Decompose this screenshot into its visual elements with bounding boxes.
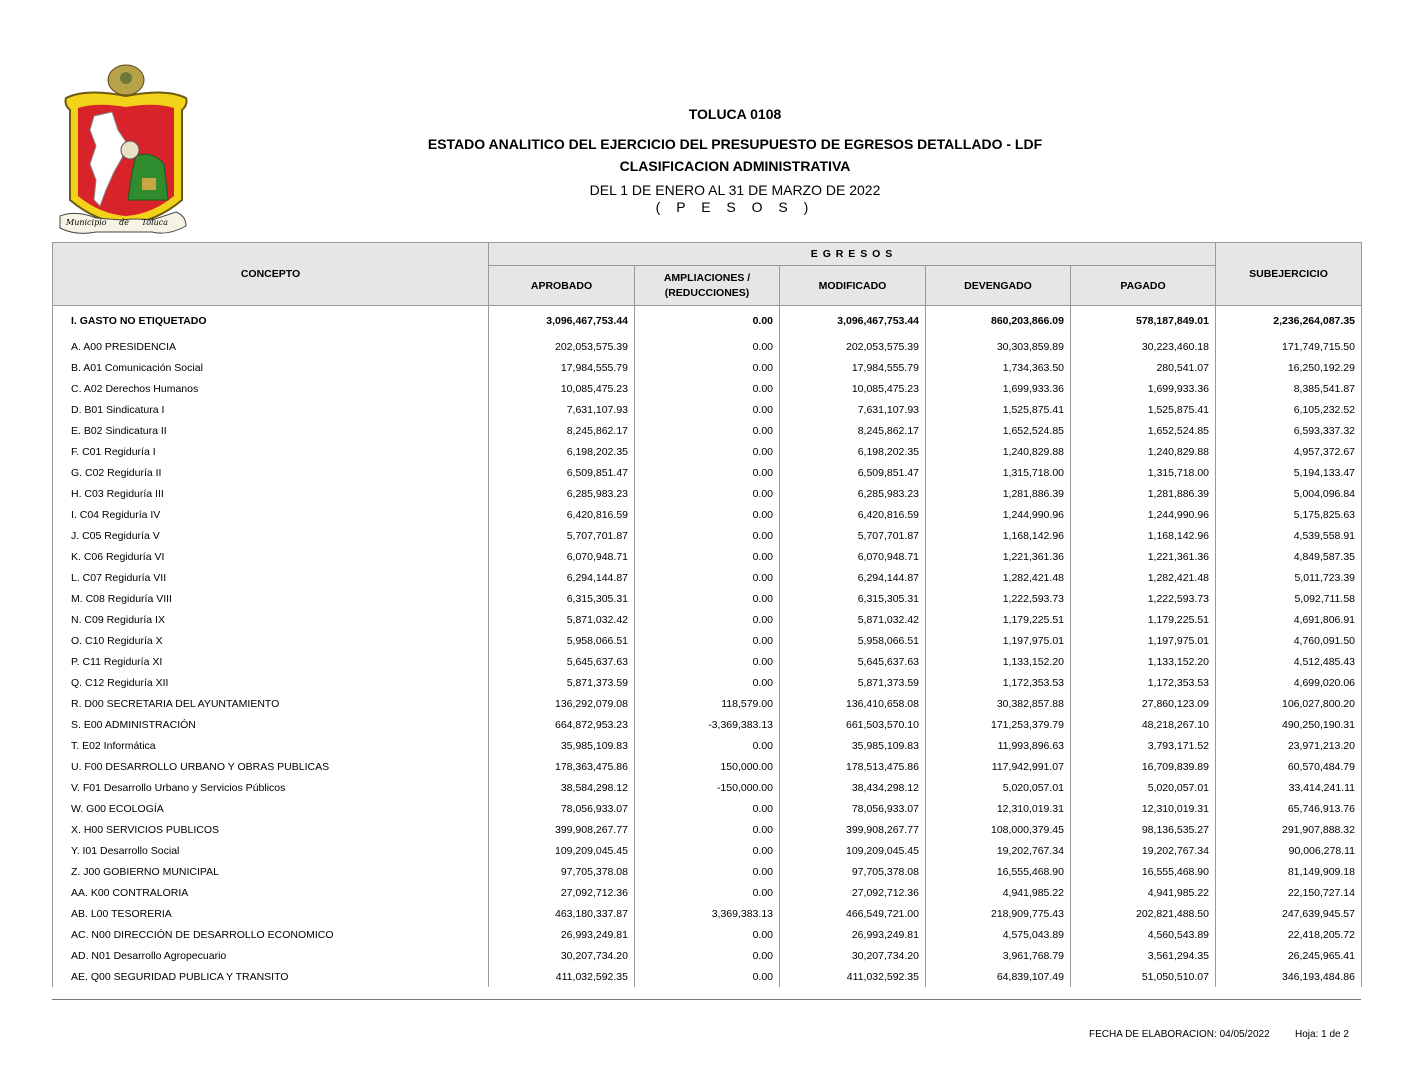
cell-aprobado: 6,070,948.71	[489, 546, 635, 567]
cell-modificado: 35,985,109.83	[780, 735, 926, 756]
cell-aprobado: 8,245,862.17	[489, 420, 635, 441]
cell-ampliaciones: 0.00	[635, 357, 780, 378]
cell-concepto: Z. J00 GOBIERNO MUNICIPAL	[53, 861, 489, 882]
table-row	[53, 924, 1362, 945]
cell-aprobado: 136,292,079.08	[489, 693, 635, 714]
toluca-logo	[56, 60, 190, 240]
cell-pagado: 12,310,019.31	[1071, 798, 1216, 819]
cell-pagado: 1,315,718.00	[1071, 462, 1216, 483]
cell-aprobado: 6,294,144.87	[489, 567, 635, 588]
cell-modificado: 5,707,701.87	[780, 525, 926, 546]
cell-concepto: B. A01 Comunicación Social	[53, 357, 489, 378]
col-header-ampliaciones-line1: AMPLIACIONES /	[663, 272, 751, 284]
table-row	[53, 483, 1362, 504]
cell-ampliaciones: 0.00	[635, 546, 780, 567]
cell-devengado: 1,172,353.53	[926, 672, 1071, 693]
table-row	[53, 336, 1362, 357]
cell-ampliaciones: -150,000.00	[635, 777, 780, 798]
cell-ampliaciones: 0.00	[635, 399, 780, 420]
cell-subejercicio: 60,570,484.79	[1216, 756, 1362, 777]
cell-modificado: 6,198,202.35	[780, 441, 926, 462]
cell-modificado: 6,285,983.23	[780, 483, 926, 504]
cell-aprobado: 6,509,851.47	[489, 462, 635, 483]
report-period: DEL 1 DE ENERO AL 31 DE MARZO DE 2022	[589, 182, 881, 198]
cell-modificado: 5,958,066.51	[780, 630, 926, 651]
table-row	[53, 840, 1362, 861]
table-row	[53, 693, 1362, 714]
cell-devengado: 3,961,768.79	[926, 945, 1071, 966]
col-header-ampliaciones	[635, 266, 780, 306]
cell-modificado: 17,984,555.79	[780, 357, 926, 378]
cell-concepto: AE. Q00 SEGURIDAD PUBLICA Y TRANSITO	[53, 966, 489, 987]
cell-devengado: 12,310,019.31	[926, 798, 1071, 819]
cell-concepto: J. C05 Regiduría V	[53, 525, 489, 546]
table-row	[53, 567, 1362, 588]
cell-concepto: L. C07 Regiduría VII	[53, 567, 489, 588]
cell-concepto: R. D00 SECRETARIA DEL AYUNTAMIENTO	[53, 693, 489, 714]
cell-ampliaciones: 0.00	[635, 924, 780, 945]
cell-concepto: P. C11 Regiduría XI	[53, 651, 489, 672]
cell-modificado: 411,032,592.35	[780, 966, 926, 987]
cell-concepto: X. H00 SERVICIOS PUBLICOS	[53, 819, 489, 840]
total-row	[53, 306, 1362, 337]
cell-aprobado: 97,705,378.08	[489, 861, 635, 882]
cell-aprobado: 26,993,249.81	[489, 924, 635, 945]
cell-subejercicio: 4,691,806.91	[1216, 609, 1362, 630]
total-subejercicio: 2,236,264,087.35	[1216, 306, 1362, 337]
table-row	[53, 525, 1362, 546]
cell-devengado: 19,202,767.34	[926, 840, 1071, 861]
cell-pagado: 1,168,142.96	[1071, 525, 1216, 546]
col-header-pagado: PAGADO	[1071, 266, 1216, 306]
cell-subejercicio: 4,512,485.43	[1216, 651, 1362, 672]
cell-modificado: 7,631,107.93	[780, 399, 926, 420]
cell-subejercicio: 33,414,241.11	[1216, 777, 1362, 798]
cell-modificado: 8,245,862.17	[780, 420, 926, 441]
col-header-modificado: MODIFICADO	[780, 266, 926, 306]
cell-aprobado: 178,363,475.86	[489, 756, 635, 777]
table-row	[53, 651, 1362, 672]
cell-devengado: 30,382,857.88	[926, 693, 1071, 714]
cell-aprobado: 6,315,305.31	[489, 588, 635, 609]
cell-modificado: 6,315,305.31	[780, 588, 926, 609]
cell-pagado: 1,652,524.85	[1071, 420, 1216, 441]
cell-ampliaciones: 0.00	[635, 483, 780, 504]
table-row	[53, 441, 1362, 462]
cell-concepto: AC. N00 DIRECCIÓN DE DESARROLLO ECONOMICO	[53, 924, 489, 945]
cell-pagado: 27,860,123.09	[1071, 693, 1216, 714]
table-row	[53, 420, 1362, 441]
cell-concepto: W. G00 ECOLOGÍA	[53, 798, 489, 819]
cell-concepto: U. F00 DESARROLLO URBANO Y OBRAS PUBLICAS	[53, 756, 489, 777]
cell-modificado: 109,209,045.45	[780, 840, 926, 861]
table-row	[53, 945, 1362, 966]
cell-concepto: V. F01 Desarrollo Urbano y Servicios Públicos	[53, 777, 489, 798]
cell-pagado: 1,221,361.36	[1071, 546, 1216, 567]
table-row	[53, 882, 1362, 903]
cell-subejercicio: 106,027,800.20	[1216, 693, 1362, 714]
cell-ampliaciones: 0.00	[635, 798, 780, 819]
cell-pagado: 5,020,057.01	[1071, 777, 1216, 798]
report-title: ESTADO ANALITICO DEL EJERCICIO DEL PRESUPUESTO DE EGRESOS DETALLADO - LDF	[427, 136, 1043, 152]
cell-concepto: F. C01 Regiduría I	[53, 441, 489, 462]
cell-ampliaciones: 0.00	[635, 840, 780, 861]
table-row	[53, 357, 1362, 378]
cell-pagado: 30,223,460.18	[1071, 336, 1216, 357]
cell-devengado: 11,993,896.63	[926, 735, 1071, 756]
cell-modificado: 5,871,032.42	[780, 609, 926, 630]
cell-devengado: 64,839,107.49	[926, 966, 1071, 987]
cell-ampliaciones: 0.00	[635, 945, 780, 966]
cell-subejercicio: 6,105,232.52	[1216, 399, 1362, 420]
cell-ampliaciones: 118,579.00	[635, 693, 780, 714]
cell-aprobado: 35,985,109.83	[489, 735, 635, 756]
cell-concepto: C. A02 Derechos Humanos	[53, 378, 489, 399]
cell-ampliaciones: 0.00	[635, 525, 780, 546]
cell-concepto: N. C09 Regiduría IX	[53, 609, 489, 630]
cell-devengado: 1,699,933.36	[926, 378, 1071, 399]
cell-pagado: 1,179,225.51	[1071, 609, 1216, 630]
report-currency: ( P E S O S )	[655, 199, 815, 215]
footer-fecha: FECHA DE ELABORACION: 04/05/2022	[1089, 1029, 1270, 1040]
cell-aprobado: 399,908,267.77	[489, 819, 635, 840]
cell-modificado: 6,294,144.87	[780, 567, 926, 588]
cell-pagado: 48,218,267.10	[1071, 714, 1216, 735]
table-bottom-rule	[52, 999, 1361, 1000]
cell-subejercicio: 22,418,205.72	[1216, 924, 1362, 945]
total-aprobado: 3,096,467,753.44	[489, 306, 635, 337]
cell-subejercicio: 6,593,337.32	[1216, 420, 1362, 441]
cell-ampliaciones: 0.00	[635, 630, 780, 651]
cell-modificado: 97,705,378.08	[780, 861, 926, 882]
cell-concepto: E. B02 Sindicatura II	[53, 420, 489, 441]
table-row	[53, 378, 1362, 399]
cell-concepto: D. B01 Sindicatura I	[53, 399, 489, 420]
cell-modificado: 10,085,475.23	[780, 378, 926, 399]
cell-ampliaciones: -3,369,383.13	[635, 714, 780, 735]
cell-ampliaciones: 0.00	[635, 504, 780, 525]
cell-subejercicio: 5,092,711.58	[1216, 588, 1362, 609]
cell-devengado: 1,652,524.85	[926, 420, 1071, 441]
cell-devengado: 218,909,775.43	[926, 903, 1071, 924]
cell-aprobado: 463,180,337.87	[489, 903, 635, 924]
cell-pagado: 51,050,510.07	[1071, 966, 1216, 987]
cell-ampliaciones: 3,369,383.13	[635, 903, 780, 924]
cell-subejercicio: 5,194,133.47	[1216, 462, 1362, 483]
cell-devengado: 1,222,593.73	[926, 588, 1071, 609]
table-row	[53, 462, 1362, 483]
cell-ampliaciones: 0.00	[635, 882, 780, 903]
cell-pagado: 280,541.07	[1071, 357, 1216, 378]
cell-devengado: 1,168,142.96	[926, 525, 1071, 546]
cell-subejercicio: 22,150,727.14	[1216, 882, 1362, 903]
cell-ampliaciones: 0.00	[635, 567, 780, 588]
table-row	[53, 588, 1362, 609]
cell-concepto: I. C04 Regiduría IV	[53, 504, 489, 525]
table-row	[53, 630, 1362, 651]
cell-aprobado: 202,053,575.39	[489, 336, 635, 357]
cell-devengado: 1,244,990.96	[926, 504, 1071, 525]
table-row	[53, 504, 1362, 525]
cell-aprobado: 6,198,202.35	[489, 441, 635, 462]
cell-ampliaciones: 0.00	[635, 462, 780, 483]
cell-modificado: 136,410,658.08	[780, 693, 926, 714]
col-header-devengado: DEVENGADO	[926, 266, 1071, 306]
cell-concepto: S. E00 ADMINISTRACIÓN	[53, 714, 489, 735]
cell-pagado: 1,281,886.39	[1071, 483, 1216, 504]
col-header-concepto: CONCEPTO	[53, 243, 489, 306]
cell-pagado: 1,525,875.41	[1071, 399, 1216, 420]
cell-ampliaciones: 0.00	[635, 672, 780, 693]
cell-devengado: 1,179,225.51	[926, 609, 1071, 630]
logo-text-mid: de	[119, 218, 129, 227]
cell-subejercicio: 247,639,945.57	[1216, 903, 1362, 924]
cell-pagado: 202,821,488.50	[1071, 903, 1216, 924]
table-row	[53, 798, 1362, 819]
table-body	[53, 306, 1362, 988]
cell-pagado: 98,136,535.27	[1071, 819, 1216, 840]
cell-modificado: 78,056,933.07	[780, 798, 926, 819]
cell-devengado: 1,282,421.48	[926, 567, 1071, 588]
cell-concepto: K. C06 Regiduría VI	[53, 546, 489, 567]
cell-pagado: 1,133,152.20	[1071, 651, 1216, 672]
cell-modificado: 30,207,734.20	[780, 945, 926, 966]
cell-concepto: O. C10 Regiduría X	[53, 630, 489, 651]
cell-concepto: AB. L00 TESORERIA	[53, 903, 489, 924]
cell-devengado: 5,020,057.01	[926, 777, 1071, 798]
col-group-egresos: E G R E S O S	[489, 243, 1216, 266]
table-row	[53, 672, 1362, 693]
cell-ampliaciones: 0.00	[635, 609, 780, 630]
cell-devengado: 1,525,875.41	[926, 399, 1071, 420]
cell-concepto: H. C03 Regiduría III	[53, 483, 489, 504]
cell-ampliaciones: 0.00	[635, 336, 780, 357]
cell-aprobado: 109,209,045.45	[489, 840, 635, 861]
cell-concepto: Y. I01 Desarrollo Social	[53, 840, 489, 861]
cell-concepto: AD. N01 Desarrollo Agropecuario	[53, 945, 489, 966]
cell-devengado: 1,221,361.36	[926, 546, 1071, 567]
cell-modificado: 6,070,948.71	[780, 546, 926, 567]
cell-ampliaciones: 0.00	[635, 441, 780, 462]
cell-pagado: 16,555,468.90	[1071, 861, 1216, 882]
cell-aprobado: 6,285,983.23	[489, 483, 635, 504]
table-row	[53, 714, 1362, 735]
table-row	[53, 861, 1362, 882]
cell-devengado: 1,281,886.39	[926, 483, 1071, 504]
report-entity: TOLUCA 0108	[688, 106, 782, 122]
cell-concepto: M. C08 Regiduría VIII	[53, 588, 489, 609]
cell-pagado: 3,793,171.52	[1071, 735, 1216, 756]
table-row	[53, 735, 1362, 756]
total-concepto: I. GASTO NO ETIQUETADO	[53, 306, 489, 337]
cell-pagado: 1,699,933.36	[1071, 378, 1216, 399]
cell-subejercicio: 5,175,825.63	[1216, 504, 1362, 525]
table-row	[53, 756, 1362, 777]
cell-ampliaciones: 0.00	[635, 819, 780, 840]
report-subtitle: CLASIFICACION ADMINISTRATIVA	[619, 158, 851, 174]
cell-subejercicio: 291,907,888.32	[1216, 819, 1362, 840]
cell-ampliaciones: 0.00	[635, 420, 780, 441]
cell-aprobado: 5,871,032.42	[489, 609, 635, 630]
cell-ampliaciones: 0.00	[635, 588, 780, 609]
cell-subejercicio: 8,385,541.87	[1216, 378, 1362, 399]
total-devengado: 860,203,866.09	[926, 306, 1071, 337]
table-row	[53, 966, 1362, 987]
cell-aprobado: 17,984,555.79	[489, 357, 635, 378]
cell-devengado: 1,315,718.00	[926, 462, 1071, 483]
cell-subejercicio: 90,006,278.11	[1216, 840, 1362, 861]
table-row	[53, 903, 1362, 924]
cell-modificado: 399,908,267.77	[780, 819, 926, 840]
cell-concepto: AA. K00 CONTRALORIA	[53, 882, 489, 903]
cell-pagado: 1,244,990.96	[1071, 504, 1216, 525]
cell-subejercicio: 23,971,213.20	[1216, 735, 1362, 756]
cell-modificado: 6,509,851.47	[780, 462, 926, 483]
total-ampliaciones: 0.00	[635, 306, 780, 337]
cell-subejercicio: 4,539,558.91	[1216, 525, 1362, 546]
cell-subejercicio: 171,749,715.50	[1216, 336, 1362, 357]
cell-subejercicio: 4,957,372.67	[1216, 441, 1362, 462]
col-header-aprobado: APROBADO	[489, 266, 635, 306]
cell-aprobado: 664,872,953.23	[489, 714, 635, 735]
cell-subejercicio: 346,193,484.86	[1216, 966, 1362, 987]
cell-ampliaciones: 0.00	[635, 378, 780, 399]
cell-pagado: 4,560,543.89	[1071, 924, 1216, 945]
cell-pagado: 1,197,975.01	[1071, 630, 1216, 651]
cell-devengado: 1,197,975.01	[926, 630, 1071, 651]
cell-subejercicio: 26,245,965.41	[1216, 945, 1362, 966]
cell-devengado: 4,941,985.22	[926, 882, 1071, 903]
cell-pagado: 1,282,421.48	[1071, 567, 1216, 588]
cell-aprobado: 5,707,701.87	[489, 525, 635, 546]
cell-modificado: 466,549,721.00	[780, 903, 926, 924]
cell-subejercicio: 16,250,192.29	[1216, 357, 1362, 378]
budget-table	[52, 242, 1362, 987]
cell-modificado: 27,092,712.36	[780, 882, 926, 903]
total-modificado: 3,096,467,753.44	[780, 306, 926, 337]
cell-concepto: G. C02 Regiduría II	[53, 462, 489, 483]
cell-devengado: 4,575,043.89	[926, 924, 1071, 945]
cell-subejercicio: 490,250,190.31	[1216, 714, 1362, 735]
table-row	[53, 819, 1362, 840]
cell-devengado: 1,133,152.20	[926, 651, 1071, 672]
cell-ampliaciones: 0.00	[635, 651, 780, 672]
logo-text-right: Toluca	[141, 218, 169, 227]
table-row	[53, 399, 1362, 420]
cell-pagado: 19,202,767.34	[1071, 840, 1216, 861]
col-header-subejercicio: SUBEJERCICIO	[1216, 243, 1362, 306]
cell-subejercicio: 5,004,096.84	[1216, 483, 1362, 504]
cell-modificado: 202,053,575.39	[780, 336, 926, 357]
cell-modificado: 661,503,570.10	[780, 714, 926, 735]
cell-aprobado: 27,092,712.36	[489, 882, 635, 903]
cell-ampliaciones: 150,000.00	[635, 756, 780, 777]
cell-modificado: 38,434,298.12	[780, 777, 926, 798]
logo-text-left: Municipio	[66, 218, 107, 227]
cell-devengado: 117,942,991.07	[926, 756, 1071, 777]
cell-devengado: 16,555,468.90	[926, 861, 1071, 882]
cell-aprobado: 5,871,373.59	[489, 672, 635, 693]
cell-aprobado: 38,584,298.12	[489, 777, 635, 798]
cell-ampliaciones: 0.00	[635, 966, 780, 987]
cell-modificado: 26,993,249.81	[780, 924, 926, 945]
cell-pagado: 3,561,294.35	[1071, 945, 1216, 966]
cell-modificado: 5,645,637.63	[780, 651, 926, 672]
col-header-ampliaciones-line2: (REDUCCIONES)	[664, 287, 750, 299]
cell-concepto: Q. C12 Regiduría XII	[53, 672, 489, 693]
cell-aprobado: 5,958,066.51	[489, 630, 635, 651]
cell-devengado: 30,303,859.89	[926, 336, 1071, 357]
table-row	[53, 546, 1362, 567]
cell-subejercicio: 81,149,909.18	[1216, 861, 1362, 882]
cell-subejercicio: 5,011,723.39	[1216, 567, 1362, 588]
cell-pagado: 1,240,829.88	[1071, 441, 1216, 462]
cell-devengado: 108,000,379.45	[926, 819, 1071, 840]
cell-aprobado: 411,032,592.35	[489, 966, 635, 987]
cell-modificado: 6,420,816.59	[780, 504, 926, 525]
cell-concepto: T. E02 Informática	[53, 735, 489, 756]
cell-subejercicio: 65,746,913.76	[1216, 798, 1362, 819]
cell-pagado: 1,222,593.73	[1071, 588, 1216, 609]
cell-aprobado: 5,645,637.63	[489, 651, 635, 672]
cell-pagado: 16,709,839.89	[1071, 756, 1216, 777]
cell-modificado: 5,871,373.59	[780, 672, 926, 693]
cell-devengado: 1,734,363.50	[926, 357, 1071, 378]
cell-subejercicio: 4,699,020.06	[1216, 672, 1362, 693]
cell-devengado: 171,253,379.79	[926, 714, 1071, 735]
cell-devengado: 1,240,829.88	[926, 441, 1071, 462]
cell-subejercicio: 4,849,587.35	[1216, 546, 1362, 567]
table-row	[53, 777, 1362, 798]
cell-aprobado: 78,056,933.07	[489, 798, 635, 819]
cell-pagado: 1,172,353.53	[1071, 672, 1216, 693]
total-pagado: 578,187,849.01	[1071, 306, 1216, 337]
cell-aprobado: 10,085,475.23	[489, 378, 635, 399]
cell-concepto: A. A00 PRESIDENCIA	[53, 336, 489, 357]
cell-modificado: 178,513,475.86	[780, 756, 926, 777]
footer-hoja: Hoja: 1 de 2	[1295, 1029, 1349, 1040]
cell-aprobado: 7,631,107.93	[489, 399, 635, 420]
cell-pagado: 4,941,985.22	[1071, 882, 1216, 903]
cell-aprobado: 30,207,734.20	[489, 945, 635, 966]
cell-aprobado: 6,420,816.59	[489, 504, 635, 525]
table-row	[53, 609, 1362, 630]
cell-ampliaciones: 0.00	[635, 735, 780, 756]
cell-subejercicio: 4,760,091.50	[1216, 630, 1362, 651]
cell-ampliaciones: 0.00	[635, 861, 780, 882]
